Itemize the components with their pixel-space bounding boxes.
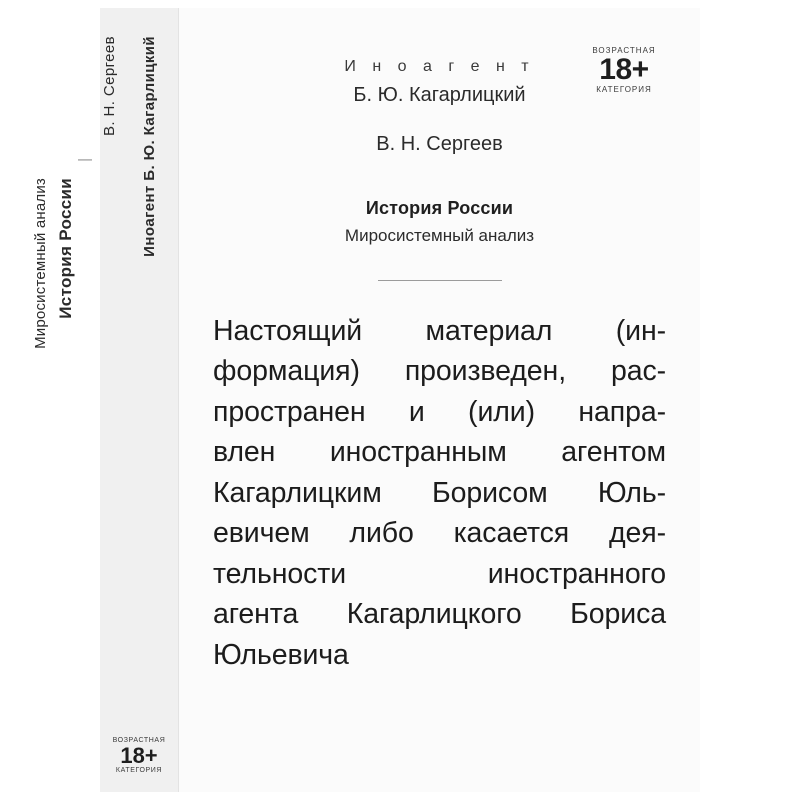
notice-line [213,432,666,472]
spine-authors-line1: Иноагент Б. Ю. Кагарлицкий [140,36,158,257]
book-title: История России [365,198,514,218]
notice-word: иностранным [329,436,507,469]
notice-word: рас- [610,355,666,388]
notice-word: евичем [213,517,310,550]
age-rating-badge [582,46,666,94]
notice-line [213,594,666,634]
notice-word: пространен [213,395,366,428]
book-front-cover [179,8,700,792]
book [32,8,700,792]
foreign-agent-tag: И н о а г е н т [344,58,535,75]
notice-line [213,351,666,391]
notice-word: Кагарлицким [213,476,382,509]
notice-line [213,554,666,594]
book-spine [32,8,179,792]
notice-line [213,311,666,351]
spine-subtitle: Миросистемный анализ [32,178,49,349]
notice-word: дея- [608,517,666,550]
age-rating-top-label: ВОЗРАСТНАЯ [592,46,656,55]
spine-title: История России [55,178,75,319]
spine-authors [122,36,178,312]
notice-word: агента [213,598,299,631]
notice-line [213,473,666,513]
notice-word: тельности [213,557,347,590]
notice-line [213,635,666,675]
divider [378,280,502,281]
foreign-agent-notice [213,311,666,675]
notice-word: Бориса [570,598,666,631]
notice-word: (или) [468,395,535,428]
spine-age-rating-top-label: ВОЗРАСТНАЯ [112,736,166,744]
notice-word: либо [349,517,414,550]
notice-word: агентом [561,436,666,469]
notice-word: Юль- [597,476,666,509]
notice-word: (ин- [615,315,666,347]
spine-age-rating-bottom-label: КАТЕГОРИЯ [115,767,163,774]
spine-author-secondary: В. Н. Сергеев [101,36,118,137]
notice-word: и [408,395,425,428]
age-rating-bottom-label: КАТЕГОРИЯ [596,85,652,94]
notice-word: касается [453,517,570,550]
book-subtitle: Миросистемный анализ [344,226,535,245]
notice-word: Кагарлицкого [346,598,522,631]
author-secondary: В. Н. Сергеев [376,133,503,155]
notice-word: напра- [578,395,666,428]
spine-age-rating-badge [100,737,178,774]
notice-word: материал [425,315,553,347]
notice-word: Настоящий [213,315,363,347]
notice-word: Юльевича [213,638,349,671]
age-rating-value: 18+ [599,53,649,86]
notice-word: влен [213,436,276,469]
notice-word: Борисом [431,476,548,509]
notice-line [213,513,666,553]
author-primary: Б. Ю. Кагарлицкий [353,84,526,106]
spine-age-rating-value: 18+ [120,742,158,768]
notice-line [213,392,666,432]
notice-word: формация) [213,355,360,388]
notice-word: произведен, [404,355,567,388]
spine-title-group [32,178,76,349]
spine-text-block [32,28,178,688]
title-block [213,198,666,246]
notice-word: иностранного [487,557,666,590]
spine-separator: | [76,158,93,162]
